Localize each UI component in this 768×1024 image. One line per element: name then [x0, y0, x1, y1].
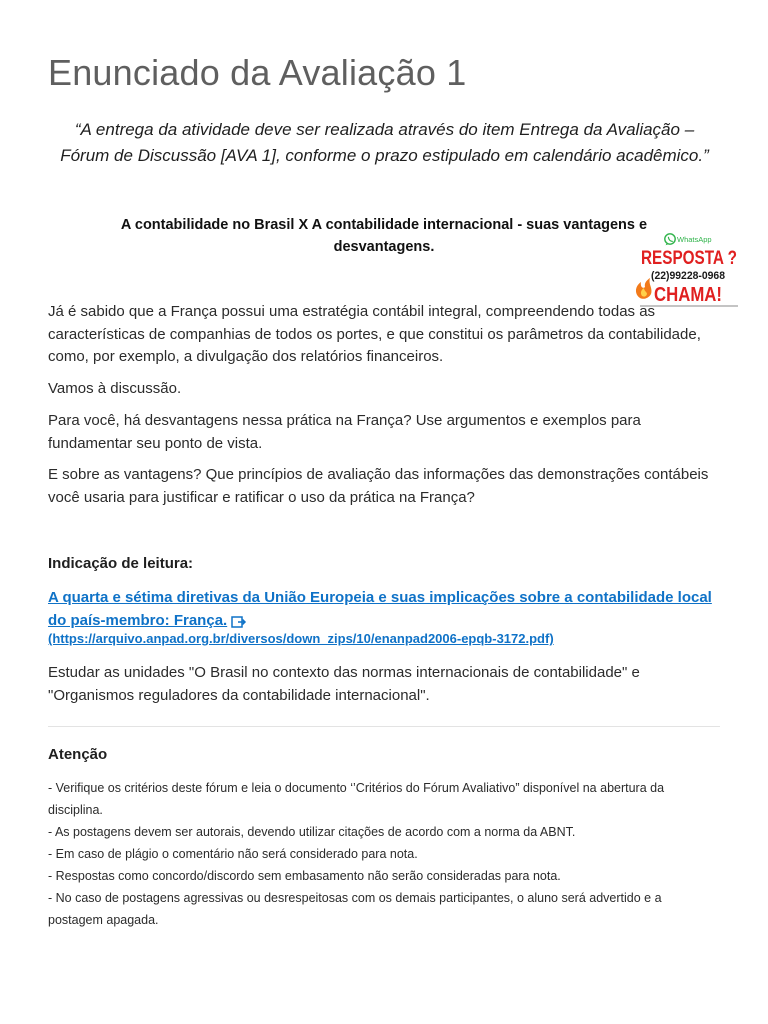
- whatsapp-icon: [665, 234, 675, 246]
- instruction-quote: “A entrega da atividade deve ser realizada através do item Entrega da Avaliação – Fórum de Discussão [AVA 1], conforme o prazo estipulado em calendário acadêmico.”: [60, 120, 709, 165]
- page-title: Enunciado da Avaliação 1: [48, 52, 467, 93]
- ad-phone: (22)99228-0968: [651, 270, 725, 282]
- question-advantages: E sobre as vantagens? Que princípios de avaliação das informações das demonstrações contábeis você usaria para justificar e ratificar o uso da prática na França?: [48, 466, 709, 506]
- ad-line-2: CHAMA!: [654, 284, 722, 306]
- attention-item: - Respostas como concordo/discordo sem embasamento não serão consideradas para nota.: [48, 869, 561, 883]
- attention-item: - As postagens devem ser autorais, devendo utilizar citações de acordo com a norma da ABNT.: [48, 825, 576, 839]
- intro-paragraph: Já é sabido que a França possui uma estratégia contábil integral, compreendendo todas as características de companhias de todos os portes, e que constitui os parâmetros da contabilidade, como, por exemplo, a divulgação dos relatórios financeiros.: [48, 303, 701, 365]
- whatsapp-ad-banner[interactable]: [632, 232, 740, 308]
- discussion-paragraph: Vamos à discussão.: [48, 380, 182, 397]
- attention-item: - Verifique os critérios deste fórum e leia o documento ‘’Critérios do Fórum Avaliativo” disponível na abertura da disciplina.: [48, 781, 665, 817]
- attention-heading: Atenção: [48, 746, 108, 763]
- ad-line-1: RESPOSTA ?: [641, 248, 737, 269]
- question-disadvantages: Para você, há desvantagens nessa prática na França? Use argumentos e exemplos para fundamentar seu ponto de vista.: [48, 412, 641, 452]
- attention-item: - Em caso de plágio o comentário não será considerado para nota.: [48, 847, 418, 861]
- reading-heading: Indicação de leitura:: [48, 555, 194, 572]
- external-link-icon: [231, 614, 247, 628]
- attention-list: [48, 777, 718, 931]
- reading-link-text: A quarta e sétima diretivas da União Europeia e suas implicações sobre a contabilidade local do país-membro: França.: [48, 589, 712, 629]
- fire-icon: [636, 278, 652, 299]
- section-divider: [48, 726, 720, 727]
- study-units-text: Estudar as unidades "O Brasil no contexto das normas internacionais de contabilidade" e "Organismos reguladores da contabilidade internacional".: [48, 664, 640, 704]
- reading-url[interactable]: (https://arquivo.anpad.org.br/diversos/down_zips/10/enanpad2006-epqb-3172.pdf): [48, 631, 554, 646]
- reading-link[interactable]: [48, 587, 720, 632]
- ad-whatsapp-label: WhatsApp: [677, 235, 712, 244]
- discussion-topic: A contabilidade no Brasil X A contabilidade internacional - suas vantagens e desvantagens.: [120, 217, 648, 255]
- attention-item: - No caso de postagens agressivas ou desrespeitosas com os demais participantes, o aluno será advertido e a postagem apagada.: [48, 891, 662, 927]
